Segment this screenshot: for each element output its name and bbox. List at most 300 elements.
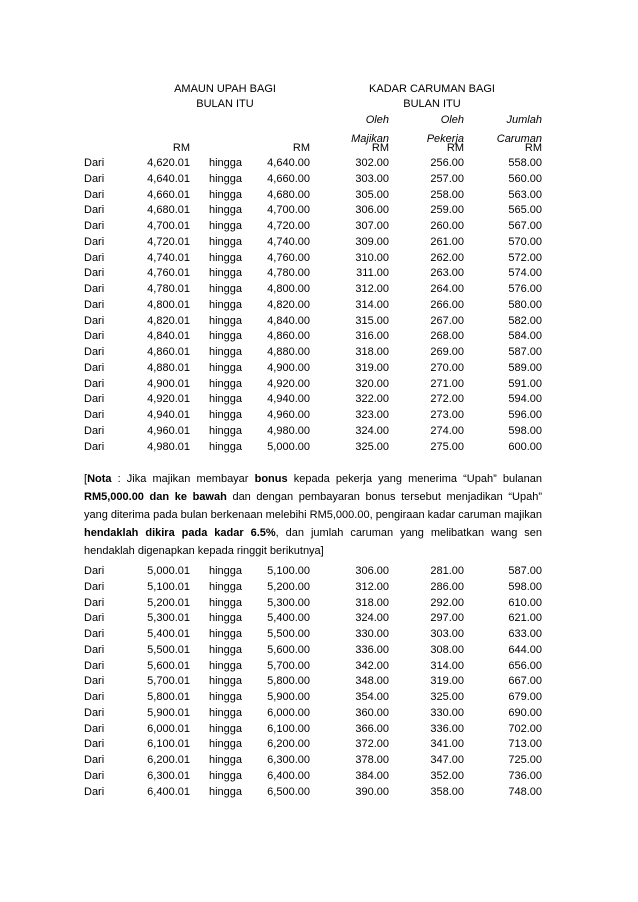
- row-connector: hingga: [209, 769, 243, 782]
- table-row: [0, 786, 638, 802]
- employee-contribution: 341.00: [430, 738, 464, 751]
- wage-to: 5,300.00: [267, 596, 310, 609]
- note-paragraph: [84, 470, 542, 560]
- employer-contribution: 314.00: [355, 298, 389, 311]
- row-connector: hingga: [209, 298, 243, 311]
- wage-to: 4,760.00: [267, 251, 310, 264]
- wage-to: 5,900.00: [267, 691, 310, 703]
- row-label: Dari: [84, 220, 105, 232]
- wage-to: 4,860.00: [267, 330, 310, 343]
- row-label: Dari: [84, 267, 105, 280]
- employer-contribution: 305.00: [355, 188, 389, 201]
- row-label: Dari: [84, 251, 105, 264]
- row-connector: hingga: [209, 440, 243, 453]
- total-contribution: 596.00: [508, 409, 542, 421]
- employee-contribution: 281.00: [430, 565, 464, 577]
- row-connector: hingga: [209, 393, 243, 406]
- employee-contribution: 267.00: [430, 314, 464, 327]
- row-label: Dari: [84, 754, 105, 766]
- wage-to: 4,960.00: [267, 409, 310, 421]
- total-contribution: 563.00: [508, 188, 542, 201]
- wage-to: 6,300.00: [267, 754, 310, 766]
- row-connector: hingga: [209, 706, 243, 719]
- wage-from: 4,740.01: [147, 251, 190, 264]
- wage-from: 5,300.01: [147, 612, 190, 625]
- employer-contribution: 315.00: [355, 314, 389, 327]
- total-contribution: 725.00: [508, 754, 542, 766]
- employee-contribution: 269.00: [430, 346, 464, 358]
- row-connector: hingga: [209, 565, 243, 577]
- total-contribution: 594.00: [508, 393, 542, 406]
- row-connector: hingga: [209, 738, 243, 751]
- row-connector: hingga: [209, 596, 243, 609]
- jumlah-2: Caruman: [496, 133, 542, 145]
- note-bracket: [: [84, 473, 88, 485]
- total-contribution: 580.00: [508, 298, 542, 311]
- total-contribution: 598.00: [508, 424, 542, 437]
- wage-from: 4,980.01: [147, 440, 190, 453]
- row-label: Dari: [84, 612, 105, 625]
- row-connector: hingga: [209, 330, 243, 343]
- employee-contribution: 297.00: [430, 612, 464, 625]
- wage-from: 4,620.01: [147, 157, 190, 169]
- row-connector: hingga: [209, 691, 243, 703]
- employer-contribution: 310.00: [355, 251, 389, 264]
- employee-contribution: 325.00: [430, 691, 464, 703]
- total-contribution: 582.00: [508, 314, 542, 327]
- wage-to: 4,800.00: [267, 283, 310, 295]
- header-kadar-line1: KADAR CARUMAN BAGI: [369, 83, 495, 95]
- total-contribution: 598.00: [508, 580, 542, 593]
- wage-from: 5,100.01: [147, 580, 190, 593]
- row-connector: hingga: [209, 251, 243, 264]
- employee-contribution: 272.00: [430, 393, 464, 406]
- row-connector: hingga: [209, 283, 243, 295]
- row-label: Dari: [84, 596, 105, 609]
- employee-contribution: 314.00: [430, 659, 464, 672]
- row-label: Dari: [84, 738, 105, 751]
- wage-to: 4,680.00: [267, 188, 310, 201]
- row-connector: hingga: [209, 188, 243, 201]
- table-row: [0, 252, 638, 268]
- row-connector: hingga: [209, 409, 243, 421]
- wage-to: 4,980.00: [267, 424, 310, 437]
- row-connector: hingga: [209, 157, 243, 169]
- total-contribution: 621.00: [508, 612, 542, 625]
- wage-from: 6,300.01: [147, 769, 190, 782]
- employee-contribution: 292.00: [430, 596, 464, 609]
- employer-contribution: 324.00: [355, 424, 389, 437]
- total-contribution: 644.00: [508, 643, 542, 656]
- total-contribution: 633.00: [508, 628, 542, 640]
- total-contribution: 679.00: [508, 691, 542, 703]
- row-label: Dari: [84, 393, 105, 406]
- employee-contribution: 268.00: [430, 330, 464, 343]
- employer-contribution: 354.00: [355, 691, 389, 703]
- wage-from: 5,900.01: [147, 706, 190, 719]
- rm-label-majikan: RM: [371, 142, 389, 154]
- wage-to: 5,200.00: [267, 580, 310, 593]
- row-label: Dari: [84, 361, 105, 374]
- row-connector: hingga: [209, 628, 243, 640]
- wage-to: 6,000.00: [267, 706, 310, 719]
- rm-label-pekerja: RM: [446, 142, 464, 154]
- employee-contribution: 319.00: [430, 675, 464, 688]
- total-contribution: 736.00: [508, 769, 542, 782]
- table-row: [0, 675, 638, 691]
- row-connector: hingga: [209, 377, 243, 390]
- row-label: Dari: [84, 440, 105, 453]
- table-row: [0, 441, 638, 457]
- wage-from: 5,700.01: [147, 675, 190, 688]
- wage-from: 4,900.01: [147, 377, 190, 390]
- table-row: [0, 378, 638, 394]
- row-label: Dari: [84, 659, 105, 672]
- row-connector: hingga: [209, 785, 243, 798]
- total-contribution: 600.00: [508, 440, 542, 453]
- employer-contribution: 306.00: [355, 565, 389, 577]
- employer-contribution: 324.00: [355, 612, 389, 625]
- employee-contribution: 258.00: [430, 188, 464, 201]
- row-connector: hingga: [209, 754, 243, 766]
- row-label: Dari: [84, 188, 105, 201]
- employee-contribution: 336.00: [430, 722, 464, 735]
- wage-to: 6,400.00: [267, 769, 310, 782]
- employer-contribution: 307.00: [355, 220, 389, 232]
- wage-from: 5,500.01: [147, 643, 190, 656]
- row-connector: hingga: [209, 424, 243, 437]
- wage-from: 4,720.01: [147, 235, 190, 248]
- employer-contribution: 311.00: [356, 267, 389, 280]
- table-row: [0, 565, 638, 581]
- table-row: [0, 204, 638, 220]
- employer-contribution: 309.00: [355, 235, 389, 248]
- note-rate: hendaklah dikira pada kadar 6.5%: [84, 527, 276, 539]
- table-row: [0, 581, 638, 597]
- row-label: Dari: [84, 722, 105, 735]
- employer-contribution: 366.00: [355, 722, 389, 735]
- rm-label-from: RM: [172, 142, 190, 154]
- wage-from: 4,880.01: [147, 361, 190, 374]
- wage-to: 4,840.00: [267, 314, 310, 327]
- employee-contribution: 270.00: [430, 361, 464, 374]
- row-label: Dari: [84, 785, 105, 798]
- employee-contribution: 358.00: [430, 785, 464, 798]
- wage-to: 4,640.00: [267, 157, 310, 169]
- table-row: [0, 738, 638, 754]
- contribution-table-2: [0, 565, 638, 801]
- employer-contribution: 336.00: [355, 643, 389, 656]
- row-connector: hingga: [209, 346, 243, 358]
- total-contribution: 572.00: [508, 251, 542, 264]
- table-row: [0, 236, 638, 252]
- table-row: [0, 425, 638, 441]
- wage-to: 4,700.00: [267, 204, 310, 217]
- row-label: Dari: [84, 424, 105, 437]
- table-row: [0, 189, 638, 205]
- row-label: Dari: [84, 628, 105, 640]
- employee-contribution: 263.00: [430, 267, 464, 280]
- row-connector: hingga: [209, 580, 243, 593]
- total-contribution: 560.00: [508, 172, 542, 185]
- employee-contribution: 308.00: [430, 643, 464, 656]
- row-label: Dari: [84, 298, 105, 311]
- wage-to: 4,820.00: [267, 298, 310, 311]
- row-label: Dari: [84, 409, 105, 421]
- table-row: [0, 157, 638, 173]
- wage-from: 5,800.01: [147, 691, 190, 703]
- total-contribution: 713.00: [508, 738, 542, 751]
- wage-from: 6,200.01: [147, 754, 190, 766]
- wage-from: 5,600.01: [147, 659, 190, 672]
- wage-to: 5,700.00: [267, 659, 310, 672]
- wage-to: 5,400.00: [267, 612, 310, 625]
- employee-contribution: 303.00: [430, 628, 464, 640]
- row-connector: hingga: [209, 612, 243, 625]
- note-text-1: : Jika majikan membayar: [111, 473, 255, 485]
- employee-contribution: 259.00: [430, 204, 464, 217]
- note-threshold: RM5,000.00 dan ke bawah: [84, 491, 227, 503]
- employer-contribution: 322.00: [355, 393, 389, 406]
- wage-from: 6,400.01: [147, 785, 190, 798]
- total-contribution: 584.00: [508, 330, 542, 343]
- wage-from: 4,760.01: [147, 267, 190, 280]
- table-row: [0, 409, 638, 425]
- wage-to: 5,100.00: [267, 565, 310, 577]
- row-connector: hingga: [209, 172, 243, 185]
- oleh-majikan-2: Majikan: [351, 133, 389, 145]
- row-label: Dari: [84, 706, 105, 719]
- row-connector: hingga: [209, 722, 243, 735]
- header-amaun-line1: AMAUN UPAH BAGI: [174, 83, 276, 95]
- table-row: [0, 173, 638, 189]
- table-row: [0, 330, 638, 346]
- employee-contribution: 352.00: [430, 769, 464, 782]
- jumlah-1: Jumlah: [506, 114, 542, 126]
- table-row: [0, 315, 638, 331]
- table-row: [0, 393, 638, 409]
- oleh-majikan-1: Oleh: [365, 114, 389, 126]
- row-connector: hingga: [209, 361, 243, 374]
- row-connector: hingga: [209, 314, 243, 327]
- employer-contribution: 330.00: [355, 628, 389, 640]
- header-amaun-line2: BULAN ITU: [196, 98, 254, 110]
- wage-from: 4,680.01: [147, 204, 190, 217]
- row-connector: hingga: [209, 220, 243, 232]
- contribution-table-1: [0, 157, 638, 456]
- employer-contribution: 318.00: [355, 596, 389, 609]
- employer-contribution: 312.00: [355, 283, 389, 295]
- wage-from: 6,000.01: [147, 722, 190, 735]
- total-contribution: 690.00: [508, 706, 542, 719]
- employer-contribution: 316.00: [355, 330, 389, 343]
- wage-from: 4,700.01: [147, 220, 190, 232]
- oleh-pekerja-2: Pekerja: [426, 133, 464, 145]
- wage-to: 6,100.00: [267, 722, 310, 735]
- table-row: [0, 770, 638, 786]
- note-text-2: kepada pekerja yang menerima “Upah” bulanan: [287, 473, 542, 485]
- row-label: Dari: [84, 643, 105, 656]
- total-contribution: 702.00: [508, 722, 542, 735]
- employee-contribution: 260.00: [430, 220, 464, 232]
- table-row: [0, 346, 638, 362]
- employee-contribution: 273.00: [430, 409, 464, 421]
- employer-contribution: 348.00: [355, 675, 389, 688]
- wage-from: 4,920.01: [147, 393, 190, 406]
- employer-contribution: 319.00: [355, 361, 389, 374]
- wage-from: 6,100.01: [147, 738, 190, 751]
- wage-to: 4,900.00: [267, 361, 310, 374]
- row-connector: hingga: [209, 643, 243, 656]
- row-label: Dari: [84, 675, 105, 688]
- employer-contribution: 342.00: [355, 659, 389, 672]
- wage-from: 4,860.01: [147, 346, 190, 358]
- employee-contribution: 274.00: [430, 424, 464, 437]
- row-label: Dari: [84, 172, 105, 185]
- employee-contribution: 286.00: [430, 580, 464, 593]
- table-row: [0, 723, 638, 739]
- row-label: Dari: [84, 330, 105, 343]
- employee-contribution: 347.00: [430, 754, 464, 766]
- wage-to: 5,600.00: [267, 643, 310, 656]
- wage-from: 4,940.01: [147, 409, 190, 421]
- wage-to: 5,000.00: [267, 440, 310, 453]
- table-row: [0, 283, 638, 299]
- oleh-pekerja-1: Oleh: [440, 114, 464, 126]
- wage-to: 4,720.00: [267, 220, 310, 232]
- employer-contribution: 372.00: [355, 738, 389, 751]
- table-row: [0, 644, 638, 660]
- wage-to: 6,500.00: [267, 785, 310, 798]
- employer-contribution: 320.00: [355, 377, 389, 390]
- table-row: [0, 754, 638, 770]
- table-row: [0, 612, 638, 628]
- table-row: [0, 707, 638, 723]
- wage-from: 4,840.01: [147, 330, 190, 343]
- row-label: Dari: [84, 204, 105, 217]
- row-label: Dari: [84, 580, 105, 593]
- employer-contribution: 312.00: [355, 580, 389, 593]
- employee-contribution: 257.00: [430, 172, 464, 185]
- wage-from: 4,800.01: [147, 298, 190, 311]
- employee-contribution: 266.00: [430, 298, 464, 311]
- wage-from: 4,960.01: [147, 424, 190, 437]
- employer-contribution: 325.00: [355, 440, 389, 453]
- row-label: Dari: [84, 235, 105, 248]
- employer-contribution: 360.00: [355, 706, 389, 719]
- wage-to: 4,920.00: [267, 377, 310, 390]
- note-bonus: bonus: [254, 473, 288, 485]
- total-contribution: 589.00: [508, 361, 542, 374]
- wage-from: 4,640.01: [147, 172, 190, 185]
- employee-contribution: 262.00: [430, 251, 464, 264]
- table-row: [0, 220, 638, 236]
- employer-contribution: 378.00: [355, 754, 389, 766]
- row-connector: hingga: [209, 267, 243, 280]
- total-contribution: 558.00: [508, 157, 542, 169]
- employee-contribution: 256.00: [430, 157, 464, 169]
- wage-to: 4,740.00: [267, 235, 310, 248]
- header-amaun: [150, 82, 300, 112]
- row-connector: hingga: [209, 204, 243, 217]
- total-contribution: 587.00: [508, 565, 542, 577]
- total-contribution: 610.00: [508, 596, 542, 609]
- wage-from: 4,820.01: [147, 314, 190, 327]
- rm-label-to: RM: [292, 142, 310, 154]
- row-label: Dari: [84, 769, 105, 782]
- row-label: Dari: [84, 346, 105, 358]
- row-label: Dari: [84, 157, 105, 169]
- table-row: [0, 597, 638, 613]
- employee-contribution: 275.00: [430, 440, 464, 453]
- employee-contribution: 264.00: [430, 283, 464, 295]
- wage-from: 5,400.01: [147, 628, 190, 640]
- wage-from: 5,200.01: [147, 596, 190, 609]
- employee-contribution: 261.00: [430, 235, 464, 248]
- employer-contribution: 390.00: [355, 785, 389, 798]
- employer-contribution: 318.00: [355, 346, 389, 358]
- wage-to: 4,880.00: [267, 346, 310, 358]
- total-contribution: 567.00: [508, 220, 542, 232]
- total-contribution: 570.00: [508, 235, 542, 248]
- employer-contribution: 323.00: [355, 409, 389, 421]
- header-kadar: [362, 82, 502, 112]
- row-connector: hingga: [209, 235, 243, 248]
- note-text-3: dan dengan pembayaran bonus tersebut menjadikan “Upah” yang diterima pada bulan berkenaan melebihi RM5,000.00, pengiraan kadar caruman majikan: [84, 491, 543, 521]
- employer-contribution: 303.00: [355, 172, 389, 185]
- employer-contribution: 306.00: [355, 204, 389, 217]
- row-label: Dari: [84, 314, 105, 327]
- employer-contribution: 302.00: [355, 157, 389, 169]
- note-label: Nota: [87, 473, 112, 485]
- total-contribution: 576.00: [508, 283, 542, 295]
- row-connector: hingga: [209, 675, 243, 688]
- total-contribution: 748.00: [508, 785, 542, 798]
- total-contribution: 656.00: [508, 659, 542, 672]
- row-label: Dari: [84, 565, 105, 577]
- wage-to: 4,780.00: [267, 267, 310, 280]
- table-row: [0, 299, 638, 315]
- table-row: [0, 660, 638, 676]
- note-text-4: , dan jumlah caruman yang melibatkan wang sen hendaklah digenapkan kepada ringgit berikutnya]: [84, 527, 542, 557]
- row-label: Dari: [84, 691, 105, 703]
- row-label: Dari: [84, 377, 105, 390]
- wage-to: 5,500.00: [267, 628, 310, 640]
- header-kadar-line2: BULAN ITU: [403, 98, 461, 110]
- wage-to: 6,200.00: [267, 738, 310, 751]
- table-row: [0, 691, 638, 707]
- table-row: [0, 628, 638, 644]
- total-contribution: 667.00: [508, 675, 542, 688]
- wage-to: 5,800.00: [267, 675, 310, 688]
- employee-contribution: 271.00: [430, 377, 464, 390]
- row-label: Dari: [84, 283, 105, 295]
- table-row: [0, 362, 638, 378]
- employer-contribution: 384.00: [355, 769, 389, 782]
- wage-from: 4,660.01: [147, 188, 190, 201]
- total-contribution: 565.00: [508, 204, 542, 217]
- wage-to: 4,660.00: [267, 172, 310, 185]
- wage-from: 5,000.01: [147, 565, 190, 577]
- row-connector: hingga: [209, 659, 243, 672]
- total-contribution: 574.00: [508, 267, 542, 280]
- total-contribution: 587.00: [508, 346, 542, 358]
- table-row: [0, 267, 638, 283]
- total-contribution: 591.00: [508, 377, 542, 390]
- wage-to: 4,940.00: [267, 393, 310, 406]
- wage-from: 4,780.01: [147, 283, 190, 295]
- rm-label-jumlah: RM: [524, 142, 542, 154]
